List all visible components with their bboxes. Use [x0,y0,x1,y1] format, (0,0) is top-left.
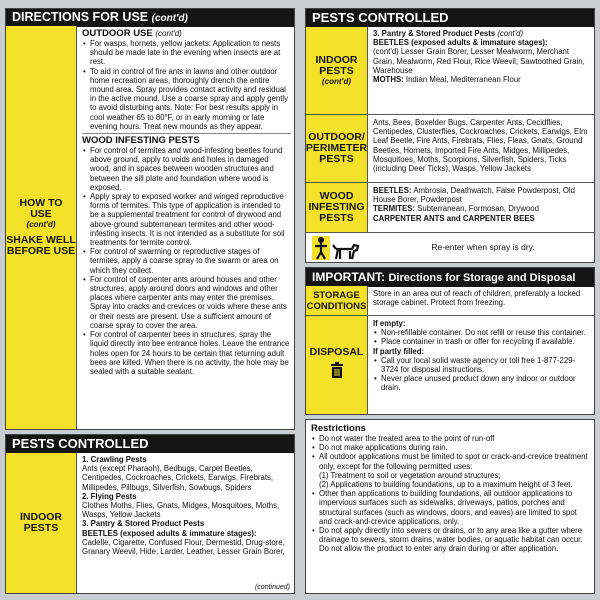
outdoor-pests-label [306,115,368,182]
wood-beetles [373,186,591,204]
empty-bullet: • Place container in trash or offer for recycling if available. [373,337,591,346]
pantry-title: 3. Pantry & Stored Product Pests [82,519,205,529]
storage-line: STORAGE [313,289,360,301]
termites-head: TERMITES: [373,204,416,214]
if-partly-heading: If partly filled: [373,346,425,356]
infesting-line: INFESTING [308,201,365,213]
restriction-subitem: (2) Applications to building foundations, up to a maximum height of 3 feet. [319,480,573,490]
storage-text: Store in an area out of reach of children, preferably a locked storage cabinet. Protect from freezing. [373,289,581,308]
partly-bullet: • Call your local solid waste agency or toll free 1-877-229-3724 for disposal instructions. [373,356,591,374]
pests-controlled-right-panel [305,8,595,263]
moths-head: MOTHS: [373,75,404,85]
disposal-word: DISPOSAL [309,346,364,358]
indoor-pests-cont-label [306,27,368,114]
conditions-line: CONDITIONS [306,300,367,312]
crawling-list: Ants (except Pharaoh), Bedbugs, Carpet Beetles, Centipedes, Cockroaches, Crickets, Earwigs, Firebrats, Millipedes, Pillbugs, Silverfish, Sowbugs, Spiders [82,464,274,492]
wood-beetles-list: Ambrosia, Deathwatch, False Powderpost, Old House Borer, Powderpost [373,186,575,205]
beetles-cont-list: (cont'd) Lesser Grain Borer, Lesser Mealworm, Merchant Grain, Mealworm, Red Flour, Rice Weevil, Sawtoothed Grain, Warehouse [373,47,585,75]
cont-line: (cont'd) [321,77,351,86]
outdoor-pests-row [306,115,594,183]
flying-title: 2. Flying Pests [82,491,137,501]
storage-disposal-panel [305,267,595,415]
outdoor-line: OUTDOOR/ [308,131,365,143]
wood-bullet: • For control of carpenter bees in structures, spray the liquid directly into bee entrance holes. Leave the entrance holes open for 24 hours to be certain that returning adult bees are killed. When there is no activity, the hole may be sealed with a suitable sealant. [82,330,291,376]
directions-title-suffix: (cont'd) [151,13,188,24]
if-empty-heading: If empty: [373,319,406,328]
outdoor-use-title [82,28,291,39]
reentry-text: Re-enter when spray is dry. [431,242,535,253]
carpenter-line: CARPENTER ANTS and CARPENTER BEES [373,213,535,223]
restriction-bullet: • Other than applications to building foundations, all outdoor applications to impervious surfaces such as sidewalks, driveways, patios, porches and structural surfaces (such as windows, doors, and eaves) are limited to spot and crack-and-crevice applications, only. [311,489,589,526]
person-dog-icon [310,235,372,261]
indoor-pests-body [77,453,294,593]
use-line: USE [30,208,52,220]
trash-can-icon [330,362,344,383]
pests-line: PESTS [319,212,354,224]
directions-title: DIRECTIONS FOR USE [12,10,149,24]
outdoor-title-text: OUTDOOR USE [82,28,153,39]
indoor-pests-row [306,27,594,115]
restriction-bullet: • Do not make applications during rain. [311,443,589,452]
important-word: IMPORTANT: [312,270,386,284]
wood-bullet: • For control of carpenter ants around houses and other structures, apply around doors and windows and other places where carpenter ants may enter the premises. Spray into cracks and crevices or voids where these ants or their nests are present. Use a sufficient amount of coarse spray to cover the area. [82,275,291,330]
wood-pests-body [368,183,594,232]
side-cont: (cont'd) [26,220,56,229]
wood-termites [373,204,591,213]
indoor-line: INDOOR [20,511,62,523]
restrictions-title: Restrictions [311,423,366,434]
termites-list: Subterranean, Formosan, Drywood [417,204,539,214]
empty-bullet: • Non-refillable container. Do not refill or reuse this container. [373,328,591,337]
restriction-bullet: • Do not apply directly into sewers or drains, or to any area like a gutter where drainage to sewers, storm drains, water bodies, or aquatic habitat can occur. Do not allow the product to enter any drain during or after application. [311,526,589,554]
directions-header [6,9,294,27]
restriction-bullet: • Do not water the treated area to the point of run-off [311,434,589,443]
pantry-cont-title-text: 3. Pantry & Stored Product Pests [373,29,496,38]
wood-bullet: • Apply spray to exposed worker and winged reproductive forms of termites. This type of application is intended to be a supplemental treatment for control of drywood and above-ground subterranean termites and other wood-infesting insects. It is not intended as a substitute for soil treatments for termite control. [82,192,291,247]
pests-line: PESTS [23,522,59,534]
pests-controlled-right-header: PESTS CONTROLLED [306,9,594,27]
storage-row [306,286,594,316]
wood-infesting-title: WOOD INFESTING PESTS [82,135,200,147]
pantry-cont-suffix: (cont'd) [497,29,524,38]
how-to-line: HOW TO [19,197,63,209]
indoor-pests-label [6,453,77,593]
moths-line [373,75,591,84]
restriction-bullet: • All outdoor applications must be limited to spot or crack-and-crevice treatment only, except for the following permitted uses: [311,452,589,470]
flying-list: Clothes Moths, Flies, Gnats, Midges, Mosquitoes, Moths, Wasps, Yellow Jackets [82,501,280,520]
indoor-line: INDOOR [315,54,358,66]
directions-body [77,26,294,429]
storage-label [306,286,368,315]
partly-bullet: • Never place unused product down any indoor or outdoor drain. [373,374,591,392]
continued-note: (continued) [254,583,290,591]
storage-disposal-title: Directions for Storage and Disposal [388,272,576,284]
storage-disposal-header [306,268,594,287]
crawling-title: 1. Crawling Pests [82,455,147,464]
restrictions-panel [305,419,595,594]
pests-line: PESTS [319,65,354,77]
restriction-subitem: (1) Treatment to soil or vegetation around structures; [319,470,501,480]
wood-bullet: • For control of termites and wood-infesting beetles found above ground, apply to voids and holes in damaged wood, and in spaces between wooden structures and between the sill plate and foundation where wood is exposed. [82,146,291,192]
pests-controlled-left-panel [5,434,295,594]
perimeter-line: PERIMETER [305,142,368,154]
shake-line-1: SHAKE WELL [6,234,76,246]
outdoor-bullet: • For wasps, hornets, yellow jackets: Application to nests should be made late in the evening when insects are at rest. [82,39,291,67]
how-to-use-label [6,26,77,429]
moths-list: Indian Meal, Mediterranean Flour [405,75,521,85]
reentry-row [306,233,594,263]
wood-pests-label [306,183,368,232]
wood-line: WOOD [319,190,354,202]
outdoor-title-suffix: (cont'd) [155,29,182,38]
disposal-row [306,316,594,414]
wood-bullet: • For control of swarming or reproductive stages of termites, apply a coarse spray to the swarm or area on which they collect. [82,247,291,275]
pests-line: PESTS [319,153,354,165]
outdoor-pests-list: Ants, Bees, Boxelder Bugs, Carpenter Ants, Cecidflies, Centipedes, Clusterflies, Cockroaches, Crickets, Earwigs, Elm Leaf Beetle, Fire Ants, Firebrats, Flies, Fleas, Gnats, Ground Beetles, Hornets, Imported Fire Ants, Midges, Millipedes, Mosquitoes, Moths, Scorpions, Silverfish, Spiders, Ticks (including Deer Ticks), Wasps, Yellow Jackets [373,118,588,174]
shake-line-2: BEFORE USE [6,245,76,257]
beetles-list: Cadelle, Cigarette, Confused Flour, Dermestid, Drug-store, Granary Weevil, Hide, Larder, Leather, Lesser Grain Borer, [82,537,285,557]
beetles-cont-head: BEETLES (exposed adults & immature stages): [373,38,548,48]
beetles-head: BEETLES (exposed adults & immature stages): [82,528,257,538]
disposal-body [368,316,594,414]
disposal-label [306,316,368,414]
pests-controlled-left-header: PESTS CONTROLLED [6,435,294,453]
indoor-pests-cont-body [368,27,594,114]
directions-panel [5,8,295,430]
pantry-cont-title [373,29,591,38]
wood-pests-row [306,183,594,233]
wood-beetles-head: BEETLES: [373,186,412,195]
outdoor-bullet: • To aid in control of fire ants in lawns and other outdoor home recreation areas, thoroughly drench the entire mound area. Spray provides contact activity and residual in the active mound. Use a coarse spray and apply gently to avoid disturbing ants. Note: For best results apply in cool weather 65 to 80°F, or in early morning or late evening hours. Treat new mounds as they appear. [82,67,291,131]
